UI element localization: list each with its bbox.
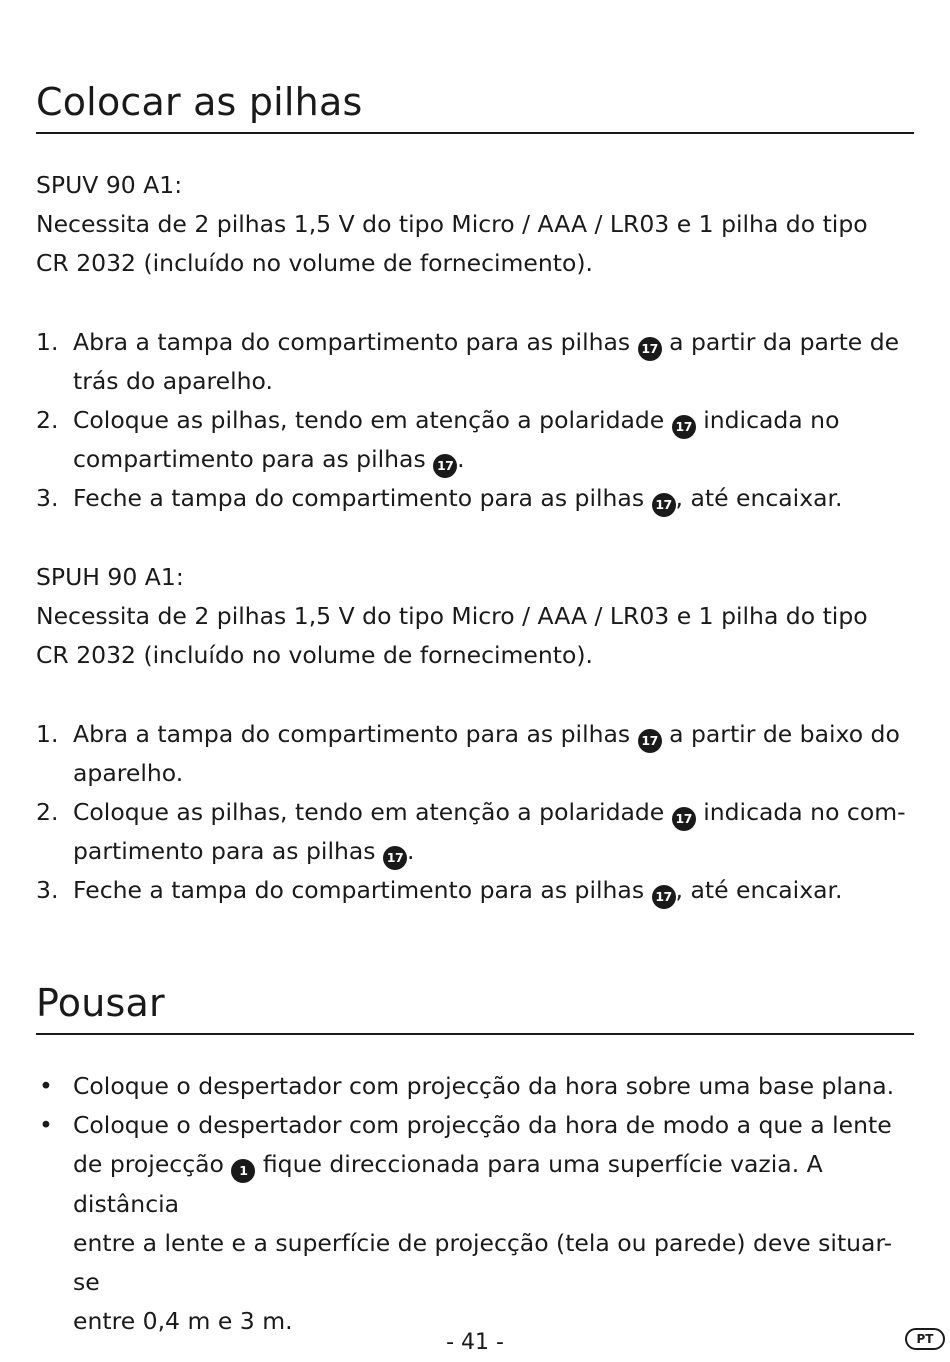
bullet-icon: • [39,1111,53,1140]
model-label-spuh: SPUH 90 A1: [36,563,184,591]
bullet-icon: • [39,1072,53,1100]
list-item: 1. Abra a tampa do compartimento para as pilhas 17 a partir da parte de trás do aparelho. [36,327,900,395]
list-item: • Coloque o despertador com projecção da hora de modo a que a lente de projecção 1 fique direccionada para uma superfície vazia. A distância entre a lente e a superfície de projecção (tela ou parede) deve situar-se entre 0,4 m e 3 m. [36,1106,914,1341]
reference-number-icon: 17 [433,454,457,478]
reference-number-icon: 17 [652,493,676,517]
section-batteries [36,78,914,134]
reference-number-icon: 1 [231,1159,255,1183]
model-spuh-block [36,558,914,911]
section-title-batteries: Colocar as pilhas [36,78,914,134]
reference-number-icon: 17 [672,807,696,831]
list-item: 2. Coloque as pilhas, tendo em atenção a polaridade 17 indicada no com- partimento para as pilhas 17 . [36,793,914,871]
list-item: 3. Feche a tampa do compartimento para as pilhas 17 , até encaixar. [36,871,914,910]
page-number: - 41 - [446,1330,504,1355]
battery-requirement-line: Necessita de 2 pilhas 1,5 V do tipo Micro / AAA / LR03 e 1 pilha do tipo [36,602,868,631]
placement-bullets-block [36,1067,914,1341]
reference-number-icon: 17 [383,846,407,870]
battery-requirement-line: CR 2032 (incluído no volume de fornecimento). [36,249,594,278]
reference-number-icon: 17 [672,415,696,439]
steps-list-spuv [36,323,914,519]
reference-number-icon: 17 [638,729,662,753]
model-label-spuv: SPUV 90 A1: [36,171,183,199]
reference-number-icon: 17 [652,885,676,909]
list-item: 2. Coloque as pilhas, tendo em atenção a polaridade 17 indicada no compartimento para as pilhas 17 . [36,401,914,479]
bullet-list [36,1067,914,1341]
section-placement [36,979,914,1035]
list-item: 1. Abra a tampa do compartimento para as pilhas 17 a partir de baixo do aparelho. [36,719,900,787]
steps-list-spuh [36,715,914,911]
list-item: • Coloque o despertador com projecção da hora sobre uma base plana. [36,1067,914,1106]
battery-requirement-line: CR 2032 (incluído no volume de fornecimento). [36,641,594,670]
reference-number-icon: 17 [638,337,662,361]
model-spuv-block [36,166,914,519]
list-item: 3. Feche a tampa do compartimento para as pilhas 17 , até encaixar. [36,479,914,518]
battery-requirement-line: Necessita de 2 pilhas 1,5 V do tipo Micro / AAA / LR03 e 1 pilha do tipo [36,210,868,239]
language-badge: PT [905,1328,945,1350]
section-title-placement: Pousar [36,979,914,1035]
